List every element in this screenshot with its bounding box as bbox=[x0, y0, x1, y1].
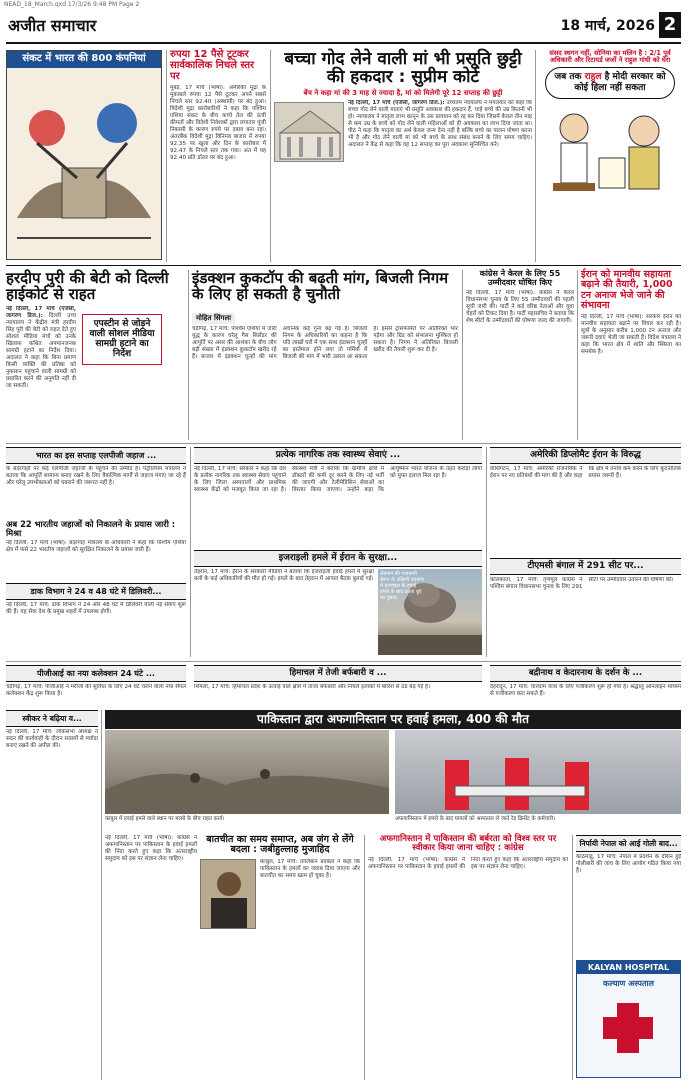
himachal-headline: हिमाचल में तेजी बर्फबारी व ... bbox=[194, 665, 482, 682]
newspaper-name: अजीत समाचार bbox=[8, 16, 97, 35]
adoption-subhead: बेंच ने कहा मां की 3 माह से ज्यादा है, मां को मिलेगी पूरे 12 सप्ताह की छुट्टी bbox=[303, 88, 503, 97]
bubble-name: राहुल bbox=[584, 72, 602, 83]
iran-headline: ईरान को मानवीय सहायता बढ़ाने की तैयारी, 1,000 टन अनाज भेजे जाने की संभावना bbox=[581, 269, 673, 311]
kerala-story bbox=[466, 270, 574, 440]
pgi-headline: पीजीआई का नया कलेक्शन 24 घंटे ... bbox=[6, 665, 186, 682]
column-rule bbox=[577, 270, 578, 440]
sweep-body: नई दिल्ली, 17 मार्च: लोकसभा अध्यक्ष ने सदन की कार्यवाही के दौरान सदस्यों से मर्यादा बनाए रखने की अपील की। bbox=[6, 729, 98, 749]
nepal-body: काठमांडू, 17 मार्च: नेपाल में प्रदर्शन के दौरान हुई गोलीबारी की जांच के लिए आयोग गठित किया गया है। bbox=[576, 854, 681, 874]
postal-story bbox=[6, 583, 186, 658]
rescue-workers-icon bbox=[395, 730, 681, 814]
israel-story bbox=[194, 550, 482, 658]
column-rule bbox=[486, 447, 487, 657]
tmc-story bbox=[490, 558, 681, 658]
red-crescent-caption: अफगानिस्तान में हमले के बाद घायलों को अस्पताल ले जाते रेड क्रिसेंट के कर्मचारी। bbox=[395, 816, 556, 822]
hardeep-story bbox=[6, 270, 184, 440]
hardeep-text: दिल्ली उच्च न्यायालय ने केंद्रीय मंत्री हरदीप सिंह पुरी की बेटी को राहत देते हुए सोशल मीडिया मंचों को उनके खिलाफ कथित अपमानजनक सामग्री हटाने का निर्देश दिया। अदालत ने कहा कि बिना प्रमाण किसी व्यक्ति की प्रतिष्ठा को नुकसान पहुंचाने वाली सामग्री को प्रसारित करने की अनुमति नहीं दी जा सकती। bbox=[6, 313, 76, 390]
lpg-headline: भारत का इस सप्ताह एलपीजी जहाज ... bbox=[6, 447, 186, 464]
section-rule bbox=[6, 661, 681, 662]
iran-story bbox=[581, 270, 681, 440]
pakistan-headline: पाकिस्तान द्वारा अफगानिस्तान पर हवाई हमला, 400 की मौत bbox=[105, 710, 681, 729]
tmc-headline: टीएमसी बंगाल में 291 सीट पर... bbox=[490, 558, 681, 575]
ships-headline: अब 22 भारतीय जहाजों को निकालने के प्रयास जारी : मिश्रा bbox=[6, 519, 176, 539]
israel-body: तेहरान, 17 मार्च: ईरान के सरकारी मीडिया ने बताया कि इजराइली हवाई हमले में सुरक्षा बलों के कई अधिकारियों की मौत हो गई। हमले के बाद तेहरान में आपात बैठक बुलाई गई। bbox=[194, 569, 374, 582]
badrinath-headline: बद्रीनाथ व केदारनाथ के दर्शन के ... bbox=[490, 665, 681, 682]
portrait-icon bbox=[201, 860, 256, 929]
bubble-text-2: है मोदी सरकार को कोई हिला नहीं सकता bbox=[574, 72, 666, 94]
column-rule bbox=[462, 270, 463, 440]
badrinath-body: देहरादून, 17 मार्च: चारधाम यात्रा के लिए पंजीकरण शुरू हो गया है। श्रद्धालु ऑनलाइन माध्यम से पंजीकरण करा सकते हैं। bbox=[490, 684, 681, 697]
postal-headline: डाक विभाग ने 24 व 48 घंटे में डिलिवरी... bbox=[6, 583, 186, 600]
pgi-story bbox=[6, 665, 186, 705]
cartoon-figures bbox=[539, 103, 681, 213]
tmc-body: कोलकाता, 17 मार्च: तृणमूल कांग्रेस ने पश्चिम बंगाल विधानसभा चुनाव के लिए 291 सीटों पर उम्मीदवार उतारने की घोषणा की। bbox=[490, 577, 674, 590]
afghan-body-left: नई दिल्ली, 17 मार्च (भाषा): कांग्रेस ने अफगानिस्तान पर पाकिस्तान के हवाई हमलों की निंदा करते हुए कहा कि अंतरराष्ट्रीय समुदाय को इस पर संज्ञान लेना चाहिए। bbox=[105, 835, 197, 862]
beirut-photo bbox=[378, 569, 482, 655]
hardeep-pull-quote: एपस्टीन से जोड़ने वाली सोशल मीडिया सामग्री हटाने का निर्देश bbox=[82, 314, 162, 365]
health-story bbox=[194, 447, 482, 547]
supreme-court-photo bbox=[274, 102, 344, 162]
red-crescent-photo bbox=[395, 730, 681, 814]
column-rule bbox=[364, 835, 365, 1080]
rahul-cartoon bbox=[539, 50, 681, 262]
induction-byline: मोहित सिंगला bbox=[192, 313, 235, 324]
speech-bubble bbox=[545, 67, 675, 99]
companies-headline: संकट में भारत की 800 कंपनियां bbox=[7, 51, 161, 68]
column-rule bbox=[101, 710, 102, 1080]
rupee-headline: रुपया 12 पैसे टूटकर सार्वकालिक निचले स्तर पर bbox=[170, 49, 255, 82]
section-rule bbox=[6, 265, 681, 266]
cartoon-illustration bbox=[7, 68, 161, 253]
health-body: नई दिल्ली, 17 मार्च: सरकार ने कहा कि देश के प्रत्येक नागरिक तक स्वास्थ्य सेवाएं पहुंचाने के लिए जिला अस्पतालों और प्राथमिक स्वास्थ्य केंद्रों को मजबूत किया जा रहा है। स्वास्थ्य मंत्री ने बताया कि ग्रामीण क्षेत्रों में डॉक्टरों की कमी दूर करने के लिए नई भर्ती की जाएगी और टेलीमेडिसिन सेवाओं का विस्तार किया जाएगा। उन्होंने कहा कि आयुष्मान भारत योजना के तहत करोड़ों लोगों को मुफ्त इलाज मिल रहा है। bbox=[194, 466, 482, 493]
himachal-story bbox=[194, 665, 482, 705]
zabihullah-story bbox=[200, 835, 360, 1080]
column-rule bbox=[535, 50, 536, 262]
rupee-story bbox=[170, 50, 266, 262]
us-diplomat-body: वॉशिंगटन, 17 मार्च: अमेरिकी राजनयिक ने ईरान पर नए प्रतिबंधों की मांग की है और कहा कि क्षेत्र में तनाव कम करने के लिए कूटनीतिक प्रयास जरूरी हैं। bbox=[490, 466, 681, 479]
kerala-headline: कांग्रेस ने केरल के लिए 55 उम्मीदवार घोषित किए bbox=[479, 269, 561, 287]
adoption-dateline: नई दिल्ली, 17 मार्च (एजेंसी, जागरण डिज.): bbox=[348, 100, 445, 107]
adoption-story bbox=[274, 50, 532, 262]
induction-body: चंडीगढ़, 17 मार्च: पश्चिम एशिया में जारी युद्ध के कारण घरेलू गैस सिलेंडर की आपूर्ति पर असर की आशंका के बीच लोग बड़ी संख्या में इंडक्शन कुकटॉप खरीद रहे हैं। बाजार में इंडक्शन चूल्हों की मांग अचानक कई गुना बढ़ गई है। बिजली निगम के अधिकारियों का कहना है कि यदि लाखों घरों में एक साथ इंडक्शन चूल्हों का इस्तेमाल होने लगा तो गर्मियों में बिजली की मांग में भारी उछाल आ सकता है। इससे ट्रांसफार्मरों पर अतिरिक्त भार पड़ेगा और ग्रिड को संभालना मुश्किल हो सकता है। निगम ने अतिरिक्त बिजली खरीद की तैयारी शुरू कर दी है। bbox=[192, 326, 458, 361]
page-number: 2 bbox=[659, 12, 681, 38]
hardeep-dateline: नई दिल्ली, 17 मार्च (एजेंसी, जागरण डिज.): bbox=[6, 306, 76, 320]
column-rule bbox=[190, 447, 191, 657]
himachal-body: शिमला, 17 मार्च: हिमाचल प्रदेश के ऊंचाई वाले क्षेत्रों में ताजा बर्फबारी और निचले इलाकों में बारिश से ठंड बढ़ गई है। bbox=[194, 684, 431, 690]
beirut-caption: लेबनान की राजधानी बेरूत के दक्षिणी उपनगर में इजराइल के हवाई हमले के बाद उठता धुएं का गुबार। bbox=[380, 571, 424, 601]
us-diplomat-headline: अमेरिकी डिप्लोमैट ईरान के विरुद्ध bbox=[490, 447, 681, 464]
ships-story bbox=[6, 520, 186, 580]
kalyan-hospital-ad bbox=[576, 960, 681, 1078]
badrinath-story bbox=[490, 665, 681, 705]
ships-body: नई दिल्ली, 17 मार्च (भाषा): बंदरगाह मंत्रालय के अधिकारी ने कहा कि पश्चिम एशिया क्षेत्र में फंसे 22 भारतीय जहाजों को सुरक्षित निकालने के प्रयास जारी हैं। bbox=[6, 540, 186, 554]
adoption-headline: बच्चा गोद लेने वाली मां भी प्रसूति छुट्टी की हकदार : सुप्रीम कोर्ट bbox=[284, 49, 522, 88]
hospital-cross-icon bbox=[577, 993, 680, 1063]
cartoon-kicker: संसद स्थगन नहीं, सोनिया का मलिन है : 2/1 पूर्व अधिकारी और रिटायर्ड जजों ने राहुल गांधी को घेरा bbox=[549, 49, 671, 65]
israel-headline: इजराइली हमले में ईरान के सुरक्षा... bbox=[194, 550, 482, 567]
lpg-story bbox=[6, 447, 186, 517]
ad-subtitle: कल्याण अस्पताल bbox=[603, 979, 654, 988]
court-building-icon bbox=[275, 103, 344, 162]
hardeep-headline: हरदीप पुरी की बेटी को दिल्ली हाईकोर्ट से राहत bbox=[6, 269, 169, 304]
print-slug: NEAD_18_March.qxd 17/3/26 9:48 PM Page 2 bbox=[4, 1, 140, 8]
induction-story bbox=[192, 270, 458, 440]
kerala-body: नई दिल्ली, 17 मार्च (भाषा): कांग्रेस ने केरल विधानसभा चुनाव के लिए 55 उम्मीदवारों की पहली सूची जारी की। पार्टी ने कई वरिष्ठ नेताओं और युवा चेहरों को टिकट दिया है। पार्टी महासचिव ने बताया कि शेष सीटों के उम्मीदवारों की घोषणा जल्द की जाएगी। bbox=[466, 290, 574, 325]
issue-date: 18 मार्च, 2026 bbox=[560, 18, 655, 34]
pgi-body: चंडीगढ़, 17 मार्च: पीजीआई ने मरीजों की सुविधा के लिए 24 घंटे चलने वाला नया सैंपल कलेक्शन केंद्र शुरू किया है। bbox=[6, 684, 186, 697]
ad-title: KALYAN HOSPITAL bbox=[577, 961, 680, 974]
congress-pak-headline: अफगानिस्तान में पाकिस्तान की बर्बरता को विश्व स्तर पर स्वीकार किया जाना चाहिए : कांग्रेस bbox=[379, 834, 557, 854]
zabihullah-headline: बातचीत का समय समाप्त, अब जंग से लेंगे बदला : जबीहुल्लाह मुजाहिद bbox=[206, 834, 354, 856]
column-rule bbox=[270, 50, 271, 262]
bubble-text: जब तक bbox=[554, 72, 582, 83]
nepal-headline: निर्पायी नेपाल को आई गोली बाद... bbox=[576, 835, 681, 852]
us-diplomat-story bbox=[490, 447, 681, 555]
kabul-caption: काबुल में हवाई हमले वाले स्थान पर मलबे के बीच राहत कार्य। bbox=[105, 816, 225, 822]
zabihullah-photo bbox=[200, 859, 256, 929]
hardeep-body bbox=[6, 306, 76, 424]
nepal-story bbox=[576, 835, 681, 955]
sweep-story bbox=[6, 710, 98, 1080]
companies-cartoon bbox=[6, 50, 162, 260]
sweep-headline: स्वीकर ने बढ़िया व... bbox=[6, 710, 98, 727]
masthead bbox=[6, 12, 681, 44]
kabul-rubble-photo bbox=[105, 730, 389, 814]
column-rule bbox=[188, 270, 189, 440]
congress-pak-story bbox=[368, 835, 568, 1080]
zabihullah-body: काबुल, 17 मार्च: तालिबान प्रवक्ता ने कहा कि पाकिस्तान के हमलों का जवाब दिया जाएगा और बातचीत का समय खत्म हो चुका है। bbox=[260, 858, 360, 879]
postal-body: नई दिल्ली, 17 मार्च: डाक विभाग ने 24 और 48 घंटे में डिलिवरी वाली नई सेवाएं शुरू की हैं। यह सेवा देश के प्रमुख शहरों में उपलब्ध होगी। bbox=[6, 602, 186, 615]
adoption-text: उच्चतम न्यायालय ने मंगलवार को कहा कि बच्चा गोद लेने वाली माताएं भी प्रसूति अवकाश की हकदार हैं, चाहे बच्चे की उम्र कितनी भी हो। न्यायालय ने मातृत्व लाभ कानून के उस प्रावधान को रद्द कर दिया जिसमें केवल तीन माह से कम उम्र के बच्चे को गोद लेने वाली महिलाओं को ही अवकाश का लाभ दिया जाता था। पीठ ने कहा कि मातृत्व का अर्थ केवल जन्म देना नहीं है बल्कि बच्चे का पालन पोषण करना भी है और गोद लेने वाली मां को भी बच्चे के साथ संबंध बनाने के लिए समय चाहिए। अदालत ने केंद्र से कहा कि वह 12 सप्ताह का पूरा अवकाश सुनिश्चित करे। bbox=[348, 100, 532, 149]
column-rule bbox=[572, 835, 573, 1080]
column-rule bbox=[166, 50, 167, 262]
pakistan-story bbox=[105, 710, 681, 830]
health-headline: प्रत्येक नागरिक तक स्वास्थ्य सेवाएं ... bbox=[194, 447, 482, 464]
lpg-body: के बंदरगाहों पर कई एलपीजी जहाजों के पहुंचने की उम्मीद है। पेट्रोलियम मंत्रालय ने बताया कि आपूर्ति सामान्य बनाए रखने के लिए वैकल्पिक मार्गों से जहाज मंगाए जा रहे हैं और घरेलू उपभोक्ताओं को घबराने की जरूरत नहीं है। bbox=[6, 466, 186, 486]
rubble-icon bbox=[105, 730, 389, 814]
section-rule bbox=[6, 443, 681, 444]
rupee-body: मुंबई, 17 मार्च (भाषा): अमेरिकी मुद्रा के मुकाबले रुपया 12 पैसे टूटकर अपने सबसे निचले स्तर 92.40 (अस्थायी) पर बंद हुआ। विदेशी मुद्रा कारोबारियों ने कहा कि पश्चिम एशिया संकट के बीच कच्चे तेल की ऊंची कीमतों और विदेशी निवेशकों द्वारा लगातार पूंजी निकासी के कारण रुपये पर दबाव बना रहा। अंतरबैंक विदेशी मुद्रा विनिमय बाजार में रुपया 92.35 पर खुला और दिन के कारोबार में 92.47 के निचले स्तर तक गया। अंत में यह 92.40 प्रति डॉलर पर बंद हुआ। bbox=[170, 85, 266, 162]
afghan-story-left bbox=[105, 835, 197, 1080]
iran-body: नई दिल्ली, 17 मार्च (भाषा): सरकार ईरान को मानवीय सहायता बढ़ाने पर विचार कर रही है। सूत्रों के अनुसार करीब 1,000 टन अनाज और जरूरी दवाएं भेजी जा सकती हैं। विदेश मंत्रालय ने कहा कि भारत क्षेत्र में शांति और स्थिरता का समर्थक है। bbox=[581, 314, 681, 355]
adoption-body bbox=[348, 100, 532, 240]
congress-pak-body: नई दिल्ली, 17 मार्च (भाषा): कांग्रेस ने अफगानिस्तान पर पाकिस्तान के हवाई हमलों की निंदा करते हुए कहा कि अंतरराष्ट्रीय समुदाय को इस पर संज्ञान लेना चाहिए। bbox=[368, 856, 568, 870]
induction-headline: इंडक्शन कुकटॉप की बढ़ती मांग, बिजली निगम के लिए हो सकती है चुनौती bbox=[192, 269, 449, 304]
